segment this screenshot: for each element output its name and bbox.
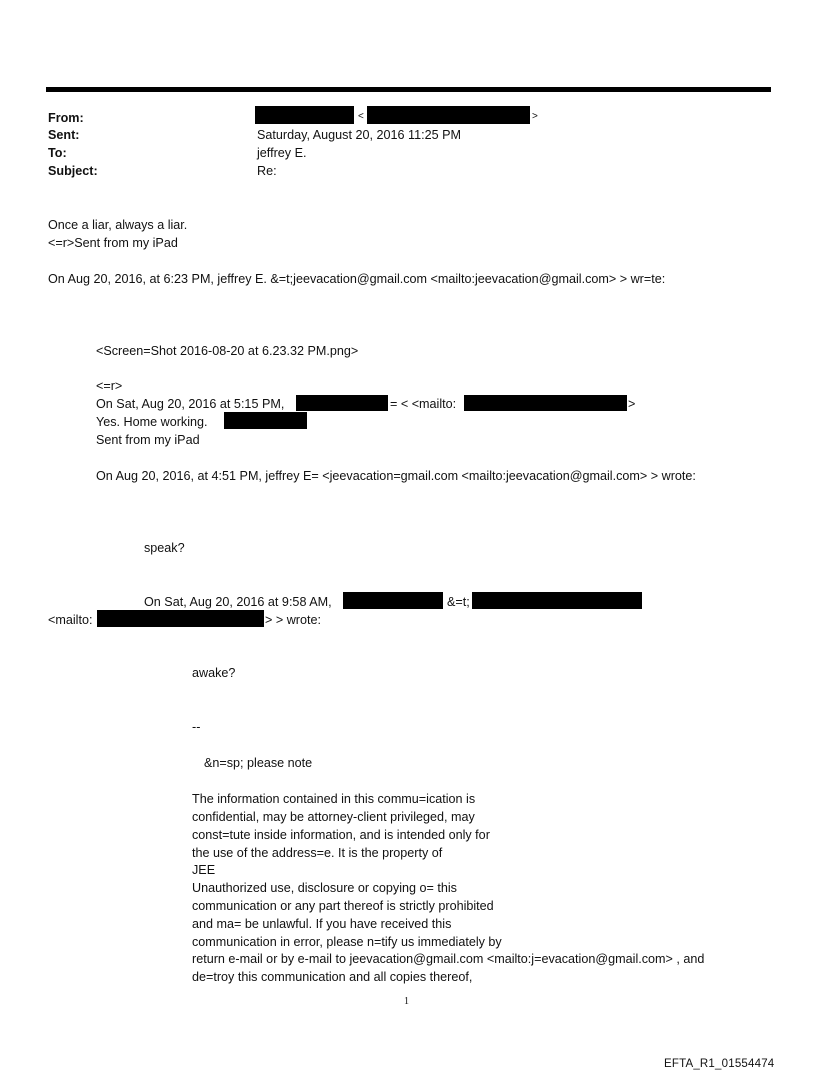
disclaimer-line: const=tute inside information, and is intended only for <box>192 828 490 842</box>
redaction-958-name <box>343 592 443 609</box>
subject-value: Re: <box>257 164 277 178</box>
please-note: &n=sp; please note <box>204 756 313 770</box>
quote-958-prefix: On Sat, Aug 20, 2016 at 9:58 AM, <box>144 595 332 609</box>
redaction-515-email <box>464 395 627 411</box>
mailto-prefix: <mailto: <box>48 613 93 627</box>
disclaimer-line: The information contained in this commu=ication is <box>192 792 476 806</box>
sent-value: Saturday, August 20, 2016 11:25 PM <box>257 128 461 142</box>
from-lt: < <box>358 111 364 122</box>
page-number: 1 <box>404 996 409 1007</box>
redaction-from-name <box>255 106 354 124</box>
redaction-signature <box>224 412 307 429</box>
disclaimer-line: communication in error, please n=tify us immediately by <box>192 935 502 949</box>
sent-label: Sent: <box>48 128 80 142</box>
sent-from-ipad: Sent from my iPad <box>96 433 200 447</box>
body-line-2: <=r>Sent from my iPad <box>48 236 178 250</box>
mailto-suffix: > > wrote: <box>265 613 322 627</box>
disclaimer-line: confidential, may be attorney-client privileged, may <box>192 810 475 824</box>
redaction-from-email <box>367 106 530 124</box>
quote-header-2: On Aug 20, 2016, at 4:51 PM, jeffrey E= <jeevacation=gmail.com <mailto:jeevacation@gmail.com> > wrote: <box>96 469 696 483</box>
disclaimer-line: JEE <box>192 863 216 877</box>
speak-line: speak? <box>144 541 185 555</box>
to-label: To: <box>48 146 67 160</box>
quote-515-mid: = < <mailto: <box>390 397 457 411</box>
disclaimer-line: the use of the address=e. It is the property of <box>192 846 443 860</box>
quote-515-end: > <box>628 397 636 411</box>
disclaimer-line: return e-mail or by e-mail to jeevacation@gmail.com <mailto:j=evacation@gmail.com> , and <box>192 952 705 966</box>
disclaimer-line: de=troy this communication and all copies thereof, <box>192 970 473 984</box>
disclaimer-line: Unauthorized use, disclosure or copying o= this <box>192 881 457 895</box>
from-label: From: <box>48 111 84 125</box>
br-tag: <=r> <box>96 379 123 393</box>
to-value: jeffrey E. <box>257 146 307 160</box>
body-line-1: Once a liar, always a liar. <box>48 218 188 232</box>
subject-label: Subject: <box>48 164 98 178</box>
redaction-958-mailto <box>97 610 264 627</box>
redaction-958-email <box>472 592 642 609</box>
redaction-515-name <box>296 395 388 411</box>
header-rule <box>46 87 771 92</box>
yes-home-working: Yes. Home working. <box>96 415 208 429</box>
quote-header-1: On Aug 20, 2016, at 6:23 PM, jeffrey E. &=t;jeevacation@gmail.com <mailto:jeevacation@gmail.com> > wr=te: <box>48 272 666 286</box>
disclaimer-line: communication or any part thereof is strictly prohibited <box>192 899 494 913</box>
from-gt: > <box>532 111 538 122</box>
document-id: EFTA_R1_01554474 <box>664 1058 775 1070</box>
screenshot-attachment: <Screen=Shot 2016-08-20 at 6.23.32 PM.png> <box>96 344 359 358</box>
awake-line: awake? <box>192 666 236 680</box>
quote-515-prefix: On Sat, Aug 20, 2016 at 5:15 PM, <box>96 397 285 411</box>
signature-dashes: -- <box>192 720 201 734</box>
disclaimer-line: and ma= be unlawful. If you have received this <box>192 917 452 931</box>
quote-958-mid: &=t; <box>447 595 470 609</box>
